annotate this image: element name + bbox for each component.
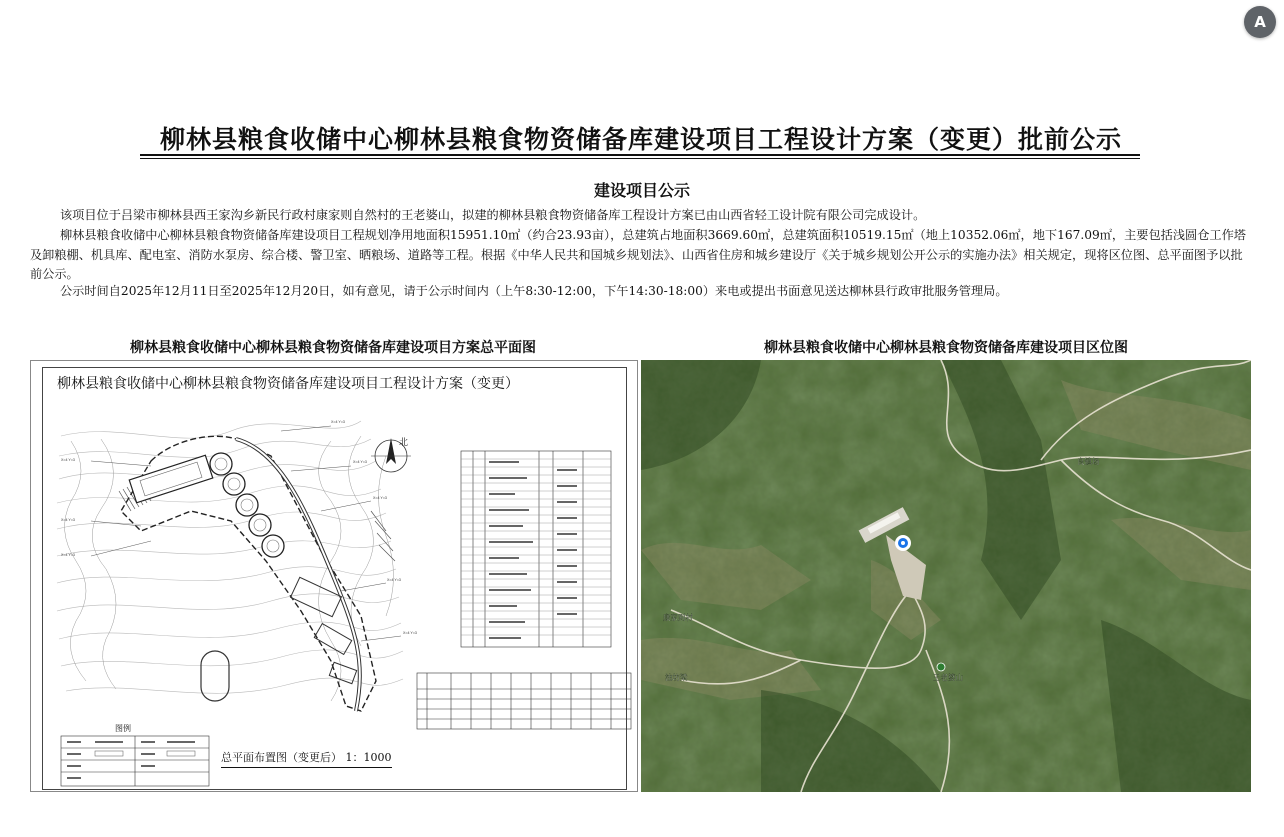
- map-label-mountain: 王老婆山: [933, 673, 963, 682]
- site-plan-drawing: [31, 361, 637, 791]
- location-map-caption: 柳林县粮食收储中心柳林县粮食物资储备库建设项目区位图: [764, 340, 1128, 356]
- location-pin-icon: [895, 535, 911, 551]
- north-label: 北: [399, 438, 409, 448]
- translate-button[interactable]: [1244, 6, 1276, 38]
- map-label-village2: 油坊梁: [665, 673, 688, 682]
- svg-text:X=4 Y=3: X=4 Y=3: [353, 460, 367, 464]
- paragraph-schedule: 公示时间自2025年12月11日至2025年12月20日，如有意见，请于公示时间内（上午8:30-12:00，下午14:30-18:00）来电或提出书面意见送达柳林县行政审批服务管理局。: [60, 284, 1008, 298]
- svg-text:X=4 Y=3: X=4 Y=3: [61, 518, 75, 522]
- scale-label: 总平面布置图（变更后） 1：1000: [221, 749, 392, 768]
- mountain-marker-icon: [937, 663, 945, 671]
- title-divider-thin: [140, 158, 1140, 159]
- title-divider: [140, 154, 1140, 156]
- legend-table: [61, 736, 209, 786]
- map-label-town: 良镇场: [1077, 457, 1100, 466]
- satellite-map: [641, 360, 1251, 792]
- paragraph-scope: 柳林县粮食收储中心柳林县粮食物资储备库建设项目工程规划净用地面积15951.10㎡（约合23.93亩），总建筑占地面积3669.60㎡，总建筑面积10519.15㎡（地上10352.06㎡，地下167.09㎡，主要包括浅圆仓工作塔及卸粮棚、机具库、配电室、消防水泵房、综合楼、警卫室、晒粮场、道路等工程。根据《中华人民共和国城乡规划法》、山西省住房和城乡建设厅《关于城乡规划公开公示的实施办法》相关规定，现将区位图、总平面图予以批前公示。: [30, 228, 1246, 281]
- building-table: [417, 673, 631, 729]
- svg-text:X=4 Y=3: X=4 Y=3: [61, 458, 75, 462]
- paragraph-location: 该项目位于吕梁市柳林县西王家沟乡新民行政村康家则自然村的王老婆山，拟建的柳林县粮食物资储备库工程设计方案已由山西省轻工设计院有限公司完成设计。: [60, 208, 926, 222]
- translate-icon: A: [1254, 13, 1266, 31]
- map-label-village1: 康家则村: [663, 613, 693, 622]
- svg-text:X=4 Y=3: X=4 Y=3: [387, 578, 401, 582]
- location-map-image: [641, 360, 1251, 792]
- site-plan-image: [30, 360, 638, 792]
- site-plan-drawing-title: 柳林县粮食收储中心柳林县粮食物资储备库建设项目工程设计方案（变更）: [57, 376, 519, 392]
- svg-text:X=4 Y=3: X=4 Y=3: [403, 631, 417, 635]
- indicator-table: [461, 451, 611, 647]
- svg-text:X=4 Y=3: X=4 Y=3: [61, 553, 75, 557]
- svg-text:X=4 Y=3: X=4 Y=3: [331, 420, 345, 424]
- page-title: 柳林县粮食收储中心柳林县粮食物资储备库建设项目工程设计方案（变更）批前公示: [159, 125, 1122, 154]
- legend-title: 图例: [115, 724, 131, 733]
- site-plan-caption: 柳林县粮食收储中心柳林县粮食物资储备库建设项目方案总平面图: [130, 340, 536, 356]
- svg-text:X=4 Y=3: X=4 Y=3: [373, 496, 387, 500]
- section-heading: 建设项目公示: [593, 181, 690, 200]
